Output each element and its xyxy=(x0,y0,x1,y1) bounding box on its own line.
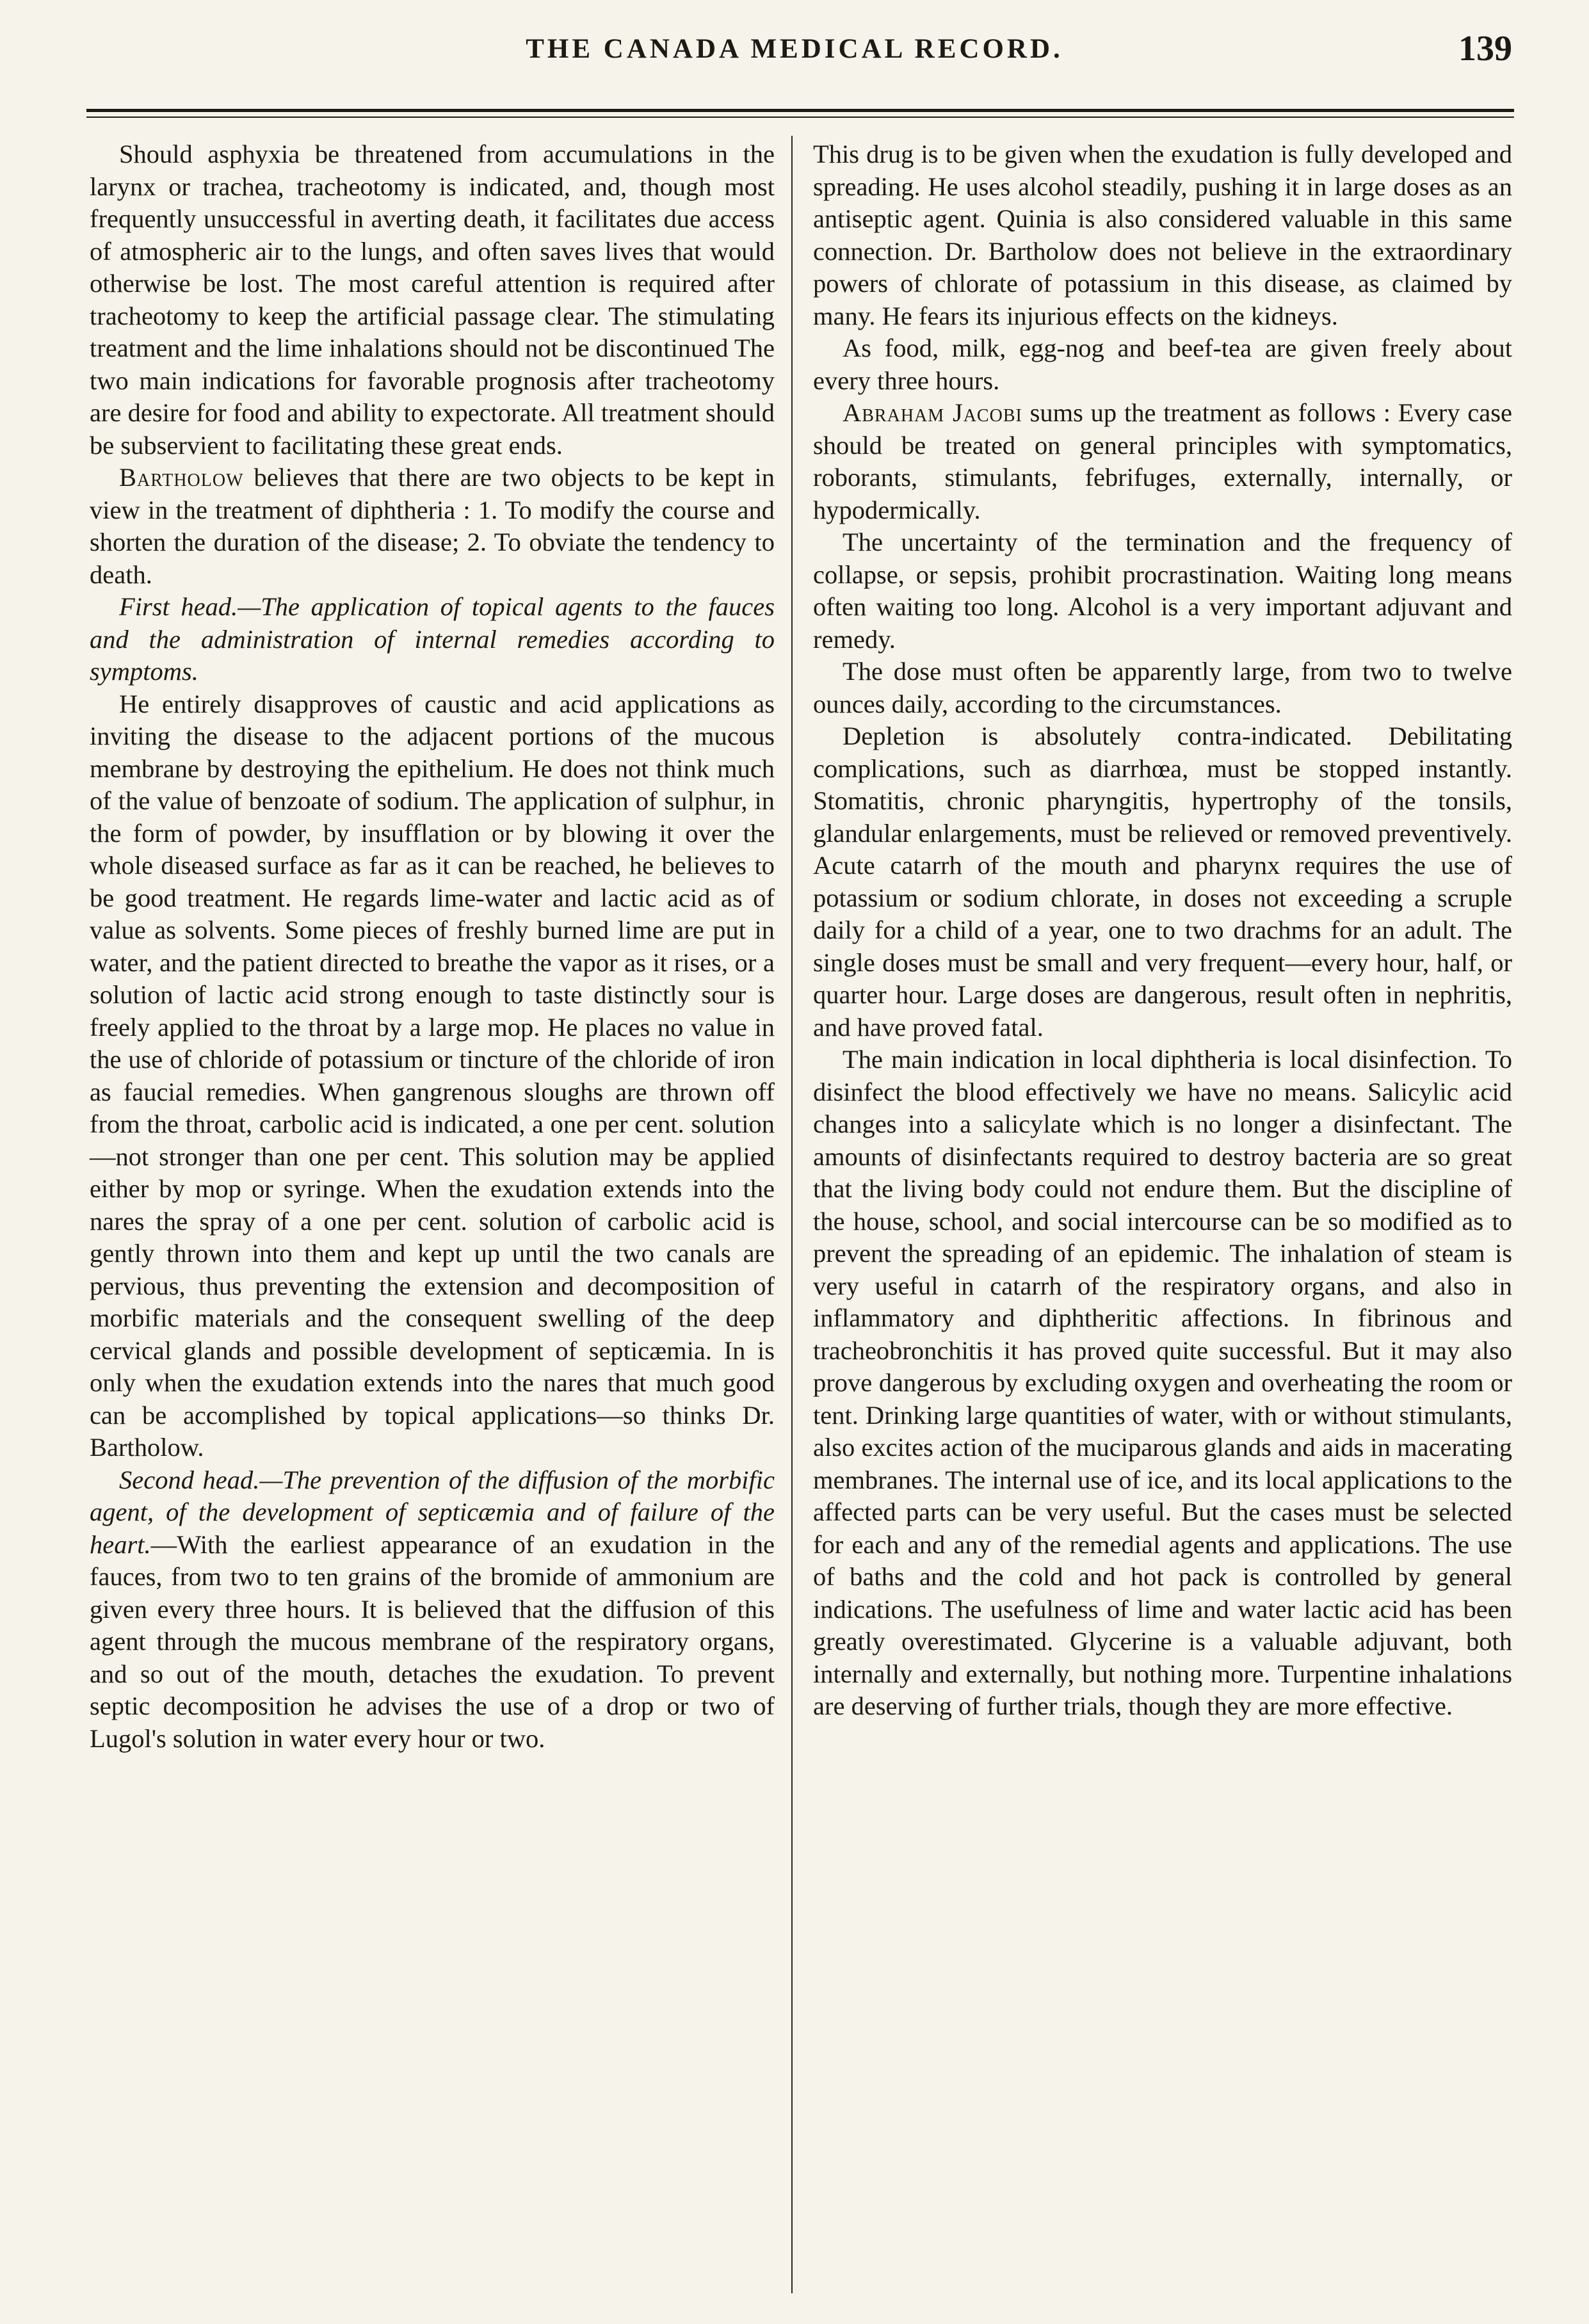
paragraph-drug-alcohol: This drug is to be given when the exudation is fully developed and spreading. He uses alcohol steadily, pushing it in large doses as an antiseptic agent. Quinia is also considered valuable in this same connection. Dr. Bartholow does not believe in the extraordinary powers of chlorate of potassium in this disease, as claimed by many. He fears its injurious effects on the kidneys. xyxy=(813,140,1512,330)
header-rule-thin xyxy=(86,117,1514,118)
paragraph-bartholow-objects xyxy=(90,462,775,591)
column-divider xyxy=(791,136,793,2293)
left-column xyxy=(90,138,775,2302)
running-title: THE CANADA MEDICAL RECORD. xyxy=(526,34,1063,64)
page-header xyxy=(0,29,1589,85)
page-number: 139 xyxy=(1458,29,1512,69)
paragraph-local-disinfection: The main indication in local diphtheria is local disinfection. To disinfect the blood effectively we have no means. Salicylic acid changes into a salicylate which is no longer a disinfectant. The amounts of disinfectants required to destroy bacteria are so great that the living body could not endure them. But the discipline of the house, school, and social intercourse can be so modified as to prevent the spreading of an epidemic. The inhalation of steam is very useful in catarrh of the respiratory organs, and also in inflammatory and diphtheritic affections. In fibrinous and tracheobronchitis it has proved quite successful. But it may also prove dangerous by excluding oxygen and overheating the room or tent. Drinking large quantities of water, with or without stimulants, also excites action of the muciparous glands and aids in macerating membranes. The internal use of ice, and its local applications to the affected parts can be very useful. But the cases must be selected for each and any of the remedial agents and applications. The use of baths and the cold and hot pack is controlled by general indications. The usefulness of lime and water lactic acid has been greatly overestimated. Glycerine is a valuable adjuvant, both internally and externally, but nothing more. Turpentine inhalations are deserving of further trials, though they are more effective. xyxy=(813,1045,1512,1720)
paragraph-text: —With the earliest appearance of an exudation in the fauces, from two to ten grains of the bromide of ammonium are given every three hours. It is believed that the diffusion of this agent through the mucous membrane of the respiratory organs, and so out of the mouth, detaches the exudation. To prevent septic decomposition he advises the use of a drop or two of Lugol's solution in water every hour or two. xyxy=(90,1529,775,1753)
header-rule xyxy=(86,109,1514,112)
paragraph-text: sums up the treatment as follows : Every case should be treated on general principles with symptomatics, roborants, stimulants, febrifuges, externally, internally, or hypodermically. xyxy=(813,398,1512,524)
paragraph-second-head xyxy=(90,1464,775,1755)
paragraph-tracheotomy: Should asphyxia be threatened from accumulations in the larynx or trachea, tracheotomy is indicated, and, though most frequently unsuccessful in averting death, it facilitates due access of atmospheric air to the lungs, and often saves lives that would otherwise be lost. The most careful attention is required after tracheotomy to keep the artificial passage clear. The stimulating treatment and the lime inhalations should not be discontinued The two main indications for favorable prognosis after tracheotomy are desire for food and ability to expectorate. All treatment should be subservient to facilitating these great ends. xyxy=(90,140,775,460)
section-first-head: First head.—The application of topical agents to the fauces and the administration of internal remedies according to symptoms. xyxy=(90,592,775,686)
paragraph-jacobi xyxy=(813,397,1512,526)
paragraph-text: believes that there are two objects to be kept in view in the treatment of diphtheria : 1. To modify the course and shorten the duration of the disease; 2. To obviate the tendency to death. xyxy=(90,463,775,589)
paragraph-caustic-applications: He entirely disapproves of caustic and acid applications as inviting the disease to the adjacent portions of the mucous membrane by destroying the epithelium. He does not think much of the value of benzoate of sodium. The application of sulphur, in the form of powder, by insufflation or by blowing it over the whole diseased surface as far as it can be reached, he believes to be good treatment. He regards lime-water and lactic acid as of value as solvents. Some pieces of freshly burned lime are put in water, and the patient directed to breathe the vapor as it rises, or a solution of lactic acid strong enough to taste distinctly sour is freely applied to the throat by a large mop. He places no value in the use of chloride of potassium or tincture of the chloride of iron as faucial remedies. When gangrenous sloughs are thrown off from the throat, carbolic acid is indicated, a one per cent. solution—not stronger than one per cent. This solution may be applied either by mop or syringe. When the exudation extends into the nares the spray of a one per cent. solution of carbolic acid is gently thrown into them and kept up until the two canals are pervious, thus preventing the extension and decomposition of morbific materials and the consequent swelling of the deep cervical glands and possible development of septicæmia. In is only when the exudation extends into the nares that much good can be accomplished by topical applications—so thinks Dr. Bartholow. xyxy=(90,689,775,1462)
author-name-bartholow: Bartholow xyxy=(119,463,244,492)
paragraph-depletion: Depletion is absolutely contra-indicated. Debilitating complications, such as diarrhœa, must be stopped instantly. Stomatitis, chronic pharyngitis, hypertrophy of the tonsils, glandular enlargements, must be relieved or removed preventively. Acute catarrh of the mouth and pharynx requires the use of potassium or sodium chlorate, in doses not exceeding a scruple daily for a child of a year, one to two drachms for an adult. The single doses must be small and very frequent—every hour, half, or quarter hour. Large doses are dangerous, result often in nephritis, and have proved fatal. xyxy=(813,722,1512,1042)
paragraph-food: As food, milk, egg-nog and beef-tea are given freely about every three hours. xyxy=(813,334,1512,395)
right-column xyxy=(813,138,1512,2302)
paragraph-dose: The dose must often be apparently large, from two to twelve ounces daily, according to the circumstances. xyxy=(813,657,1512,718)
section-second-head: Second head.—The prevention of the diffusion of the morbific agent, of the development of septicæmia and of failure of the heart. xyxy=(90,1465,775,1559)
paragraph-uncertainty: The uncertainty of the termination and the frequency of collapse, or sepsis, prohibit procrastination. Waiting long means often waiting too long. Alcohol is a very important adjuvant and remedy. xyxy=(813,528,1512,654)
author-name-jacobi: Abraham Jacobi xyxy=(843,398,1022,427)
